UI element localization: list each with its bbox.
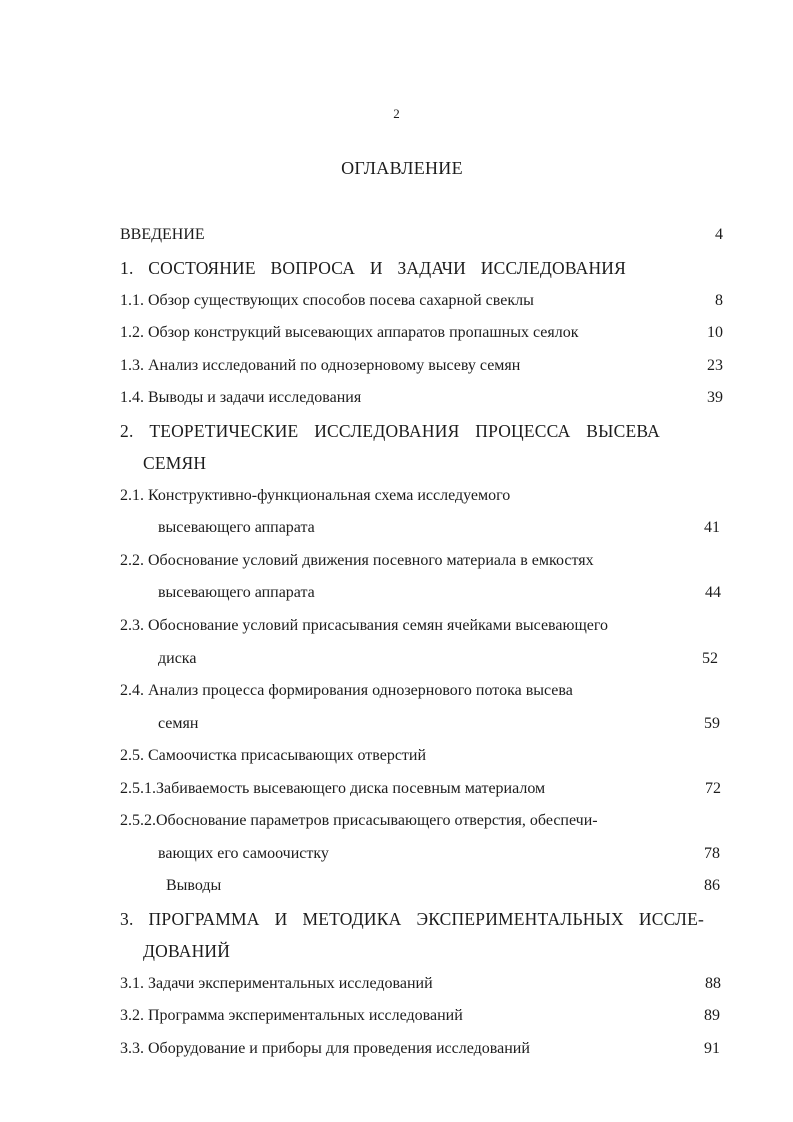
toc-entry — [0, 907, 793, 931]
toc-entry-page: 89 — [704, 1007, 720, 1024]
toc-entry-text: Выводы — [166, 877, 222, 894]
toc-entry — [0, 874, 793, 898]
toc-entry-text: 3.3. Оборудование и приборы для проведения исследований — [120, 1040, 530, 1057]
toc-entry-text: 1.1. Обзор существующих способов посева сахарной свеклы — [120, 292, 534, 309]
toc-entry-text: 2.1. Конструктивно-функциональная схема исследуемого — [120, 487, 511, 504]
toc-entry-text: 2. ТЕОРЕТИЧЕСКИЕ ИССЛЕДОВАНИЯ ПРОЦЕССА ВЫСЕВА — [120, 421, 660, 441]
toc-entry — [0, 1004, 793, 1028]
toc-entry — [0, 647, 793, 671]
toc-entry-page: 86 — [704, 877, 720, 894]
toc-entry — [0, 777, 793, 801]
toc-entry — [0, 1037, 793, 1061]
toc-entry-text: 3.2. Программа экспериментальных исследований — [120, 1007, 463, 1024]
toc-entry-page: 39 — [707, 389, 723, 406]
toc-entry-page: 23 — [707, 357, 723, 374]
toc-title: ОГЛАВЛЕНИЕ — [341, 158, 463, 178]
toc-entry-text: семян — [158, 715, 199, 732]
toc-entry-page: 8 — [715, 292, 723, 309]
toc-entry — [0, 354, 793, 378]
toc-entry-text: 1.4. Выводы и задачи исследования — [120, 389, 362, 406]
toc-entry — [0, 223, 793, 247]
toc-entry — [0, 581, 793, 605]
toc-entry-text: ДОВАНИЙ — [143, 941, 231, 961]
toc-entry-text: высевающего аппарата — [158, 584, 315, 601]
toc-entry-page: 59 — [704, 715, 720, 732]
toc-entry — [0, 549, 793, 573]
toc-entry-page: 4 — [715, 226, 723, 243]
toc-entry — [0, 289, 793, 313]
toc-entry — [0, 679, 793, 703]
toc-entry-text: 2.5.2.Обоснование параметров присасывающего отверстия, обеспечи- — [120, 812, 598, 829]
toc-entry-text: 1. СОСТОЯНИЕ ВОПРОСА И ЗАДАЧИ ИССЛЕДОВАНИЯ — [120, 258, 626, 278]
toc-entry-text: 3.1. Задачи экспериментальных исследований — [120, 975, 433, 992]
toc-entry-text: вающих его самоочистку — [158, 845, 329, 862]
toc-entry — [0, 972, 793, 996]
page-number: 2 — [393, 106, 400, 121]
toc-entry — [0, 419, 793, 443]
toc-entry — [0, 484, 793, 508]
toc-entry-page: 41 — [704, 519, 720, 536]
toc-entry — [0, 386, 793, 410]
toc-entry-page: 72 — [705, 780, 721, 797]
toc-entry-text: 2.5. Самоочистка присасывающих отверстий — [120, 747, 427, 764]
toc-entry-text: 3. ПРОГРАММА И МЕТОДИКА ЭКСПЕРИМЕНТАЛЬНЫХ ИССЛЕ- — [120, 909, 704, 929]
toc-entry — [0, 451, 793, 475]
toc-entry-text: 2.5.1.Забиваемость высевающего диска посевным материалом — [120, 780, 546, 797]
toc-entry — [0, 712, 793, 736]
toc-entry — [0, 744, 793, 768]
toc-entry — [0, 939, 793, 963]
toc-entry — [0, 256, 793, 280]
toc-entry-text: ВВЕДЕНИЕ — [120, 226, 205, 243]
toc-entry — [0, 516, 793, 540]
toc-entry-page: 52 — [702, 650, 718, 667]
toc-entry-text: 1.3. Анализ исследований по однозерновому высеву семян — [120, 357, 521, 374]
toc-entry-text: диска — [158, 650, 197, 667]
toc-entry-text: высевающего аппарата — [158, 519, 315, 536]
toc-entry-text: СЕМЯН — [143, 453, 207, 473]
toc-entry-text: 1.2. Обзор конструкций высевающих аппаратов пропашных сеялок — [120, 324, 579, 341]
toc-entry-text: 2.4. Анализ процесса формирования однозернового потока высева — [120, 682, 573, 699]
toc-entry — [0, 614, 793, 638]
toc-entry-page: 44 — [705, 584, 721, 601]
toc-entry-page: 10 — [707, 324, 723, 341]
toc-entry — [0, 842, 793, 866]
toc-entry-text: 2.3. Обоснование условий присасывания семян ячейками высевающего — [120, 617, 609, 634]
toc-entry — [0, 321, 793, 345]
toc-entry-page: 91 — [704, 1040, 720, 1057]
toc-entry-text: 2.2. Обоснование условий движения посевного материала в емкостях — [120, 552, 594, 569]
toc-entry-page: 78 — [704, 845, 720, 862]
toc-entry — [0, 809, 793, 833]
toc-entry-page: 88 — [705, 975, 721, 992]
